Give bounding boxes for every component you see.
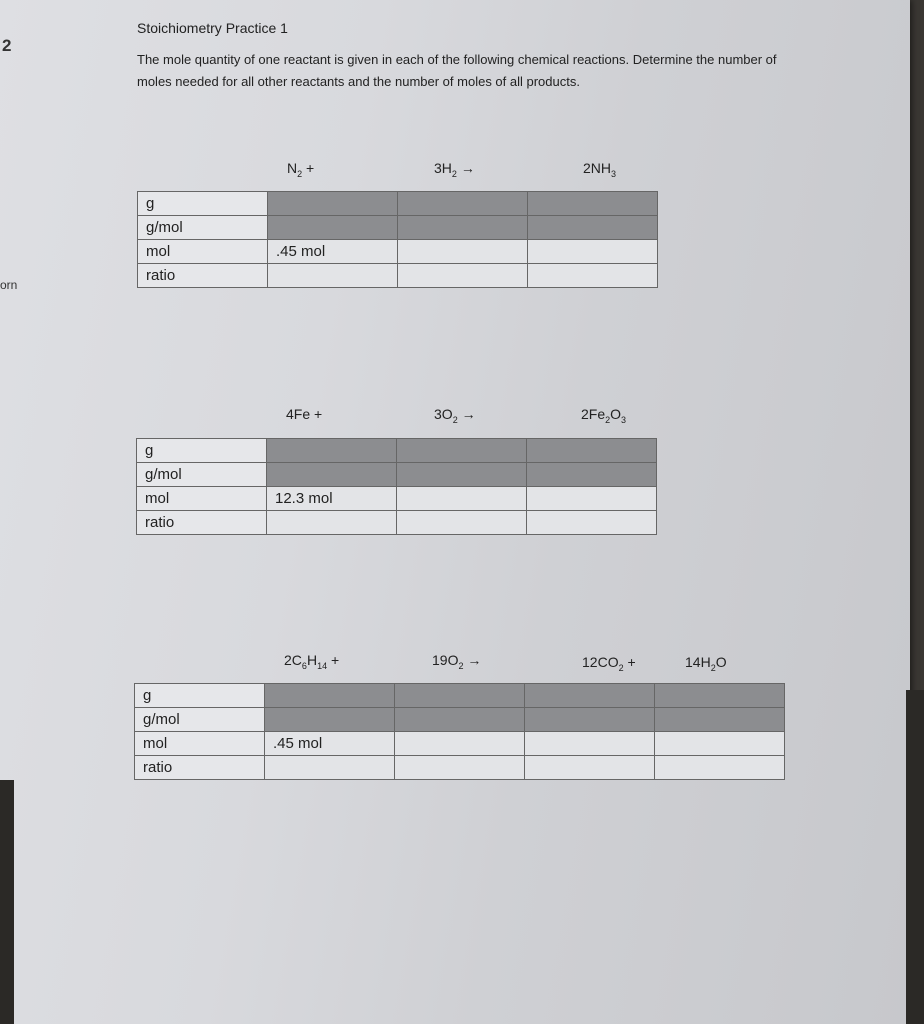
reaction-3-table (134, 683, 785, 780)
row-label-mol: mol (137, 487, 267, 511)
reaction-3-term-4: $14H_2O$ (685, 654, 727, 673)
table-cell (655, 732, 785, 756)
reaction-1-term-3: $2NH_3$ (583, 160, 617, 179)
margin-text: orn (0, 278, 18, 292)
table-cell (395, 756, 525, 780)
reaction-2-term-2: $3O_2$ → (434, 406, 476, 425)
table-cell (528, 216, 658, 240)
table-cell (528, 192, 658, 216)
background-surface-left (0, 780, 14, 1024)
table-row (138, 216, 658, 240)
table-row (138, 264, 658, 288)
table-row (135, 708, 785, 732)
row-label-g: g (137, 439, 267, 463)
table-cell (395, 684, 525, 708)
table-row (138, 192, 658, 216)
table-cell (265, 756, 395, 780)
row-label-ratio: ratio (137, 511, 267, 535)
table-cell (527, 463, 657, 487)
margin-number: 2 (2, 36, 12, 55)
table-cell (397, 487, 527, 511)
page-title: Stoichiometry Practice 1 (137, 20, 288, 36)
table-cell (268, 192, 398, 216)
row-label-mol: mol (138, 240, 268, 264)
table-cell (525, 756, 655, 780)
table-cell (525, 684, 655, 708)
reaction-3-term-2: $19O_2$ → (432, 652, 482, 671)
reaction-1-table (137, 191, 658, 288)
table-row (137, 511, 657, 535)
row-label-g: g (138, 192, 268, 216)
table-cell (525, 732, 655, 756)
table-cell (265, 684, 395, 708)
reaction-1-term-2: $3H_2$ → (434, 160, 475, 179)
given-mol-cell: .45 mol (265, 732, 395, 756)
table-row (137, 463, 657, 487)
table-cell (267, 439, 397, 463)
table-cell (527, 439, 657, 463)
row-label-g: g (135, 684, 265, 708)
table-cell (655, 708, 785, 732)
table-cell (655, 684, 785, 708)
table-cell (525, 708, 655, 732)
reaction-2-term-1: 4Fe + (286, 406, 323, 422)
table-row (137, 439, 657, 463)
table-cell (398, 216, 528, 240)
table-row (138, 240, 658, 264)
table-cell (527, 487, 657, 511)
table-cell (528, 264, 658, 288)
row-label-gmol: g/mol (138, 216, 268, 240)
table-cell (398, 264, 528, 288)
reaction-1-term-1: $N_2$ + (287, 160, 315, 179)
table-cell (398, 192, 528, 216)
row-label-ratio: ratio (135, 756, 265, 780)
table-row (135, 756, 785, 780)
table-cell (395, 732, 525, 756)
table-cell (267, 463, 397, 487)
table-cell (265, 708, 395, 732)
table-row (135, 732, 785, 756)
table-row (135, 684, 785, 708)
table-cell (397, 463, 527, 487)
table-row (137, 487, 657, 511)
row-label-mol: mol (135, 732, 265, 756)
table-cell (528, 240, 658, 264)
table-cell (395, 708, 525, 732)
reaction-3-term-1: $2C_6H_{14}$ + (284, 652, 340, 671)
table-cell (527, 511, 657, 535)
row-label-gmol: g/mol (137, 463, 267, 487)
table-cell (268, 216, 398, 240)
reaction-3-term-3: $12CO_2$ + (582, 654, 636, 673)
table-cell (397, 511, 527, 535)
table-cell (398, 240, 528, 264)
given-mol-cell: 12.3 mol (267, 487, 397, 511)
row-label-gmol: g/mol (135, 708, 265, 732)
table-cell (268, 264, 398, 288)
given-mol-cell: .45 mol (268, 240, 398, 264)
background-surface (906, 690, 924, 1024)
row-label-ratio: ratio (138, 264, 268, 288)
reaction-2-term-3: $2Fe_2O_3$ (581, 406, 627, 425)
table-cell (655, 756, 785, 780)
reaction-2-table (136, 438, 657, 535)
table-cell (267, 511, 397, 535)
table-cell (397, 439, 527, 463)
instructions-text: The mole quantity of one reactant is given in each of the following chemical reactions. Determine the number of moles needed for all other reactants and the number of moles of all products. (137, 52, 777, 89)
